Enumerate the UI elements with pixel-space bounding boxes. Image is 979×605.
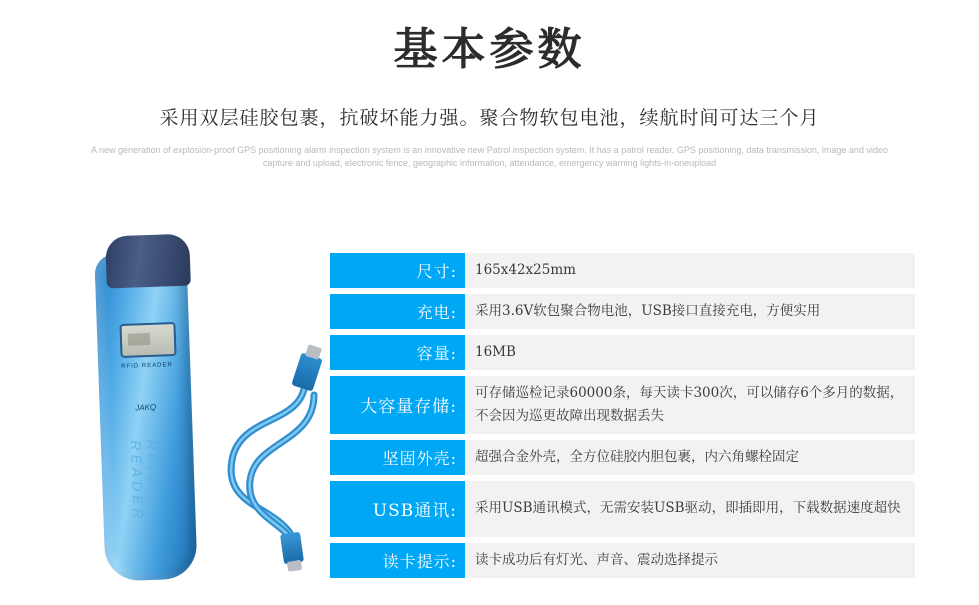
spec-value: 165x42x25mm [465, 253, 915, 288]
spec-label: 尺寸: [330, 253, 465, 288]
device-brand-label: JAKQ [135, 402, 157, 413]
spec-value: 采用USB通讯模式，无需安装USB驱动，即插即用，下载数据速度超快 [465, 481, 915, 537]
spec-label: 读卡提示: [330, 543, 465, 578]
table-row [330, 440, 915, 475]
usb-plug-b [280, 532, 304, 564]
spec-value: 读卡成功后有灯光、声音、震动选择提示 [465, 543, 915, 578]
spec-label: 大容量存储: [330, 376, 465, 434]
device-screen [119, 322, 176, 358]
spec-value: 采用3.6V软包聚合物电池，USB接口直接充电，方便实用 [465, 294, 915, 329]
english-description: A new generation of explosion-proof GPS positioning alarm inspection system is an innovative new Patrol inspection system. It has a patrol reader, GPS positioning, data transmission, image and video capture and upload, electronic fence, geographic information, attendance, emergency warning lights-in-oneupload [91, 144, 888, 169]
page-title: 基本参数 [393, 24, 586, 75]
table-row [330, 543, 915, 578]
table-row [330, 335, 915, 370]
table-row [330, 376, 915, 434]
product-image [60, 225, 350, 595]
rfid-reader-device [100, 235, 192, 580]
device-vertical-text-wrap [98, 438, 194, 561]
device-top-cap [105, 234, 191, 289]
device-screen-label: RFID READER [121, 362, 173, 370]
table-row [330, 294, 915, 329]
spec-value: 超强合金外壳，全方位硅胶内胆包裹，内六角螺栓固定 [465, 440, 915, 475]
spec-label: 坚固外壳: [330, 440, 465, 475]
page-subtitle: 采用双层硅胶包裹，抗破坏能力强。聚合物软包电池，续航时间可达三个月 [159, 106, 820, 129]
spec-label: 充电: [330, 294, 465, 329]
usb-cable [210, 355, 340, 585]
table-row [330, 481, 915, 537]
table-row [330, 253, 915, 288]
spec-table [330, 253, 915, 584]
usb-cable-svg [210, 355, 340, 585]
spec-label: 容量: [330, 335, 465, 370]
spec-value: 可存储巡检记录60000条，每天读卡300次，可以储存6个多月的数据，不会因为巡更故障出现数据丢失 [465, 376, 915, 434]
device-vertical-text: RFID READER [127, 439, 162, 523]
spec-value: 16MB [465, 335, 915, 370]
spec-label: USB通讯: [330, 481, 465, 537]
